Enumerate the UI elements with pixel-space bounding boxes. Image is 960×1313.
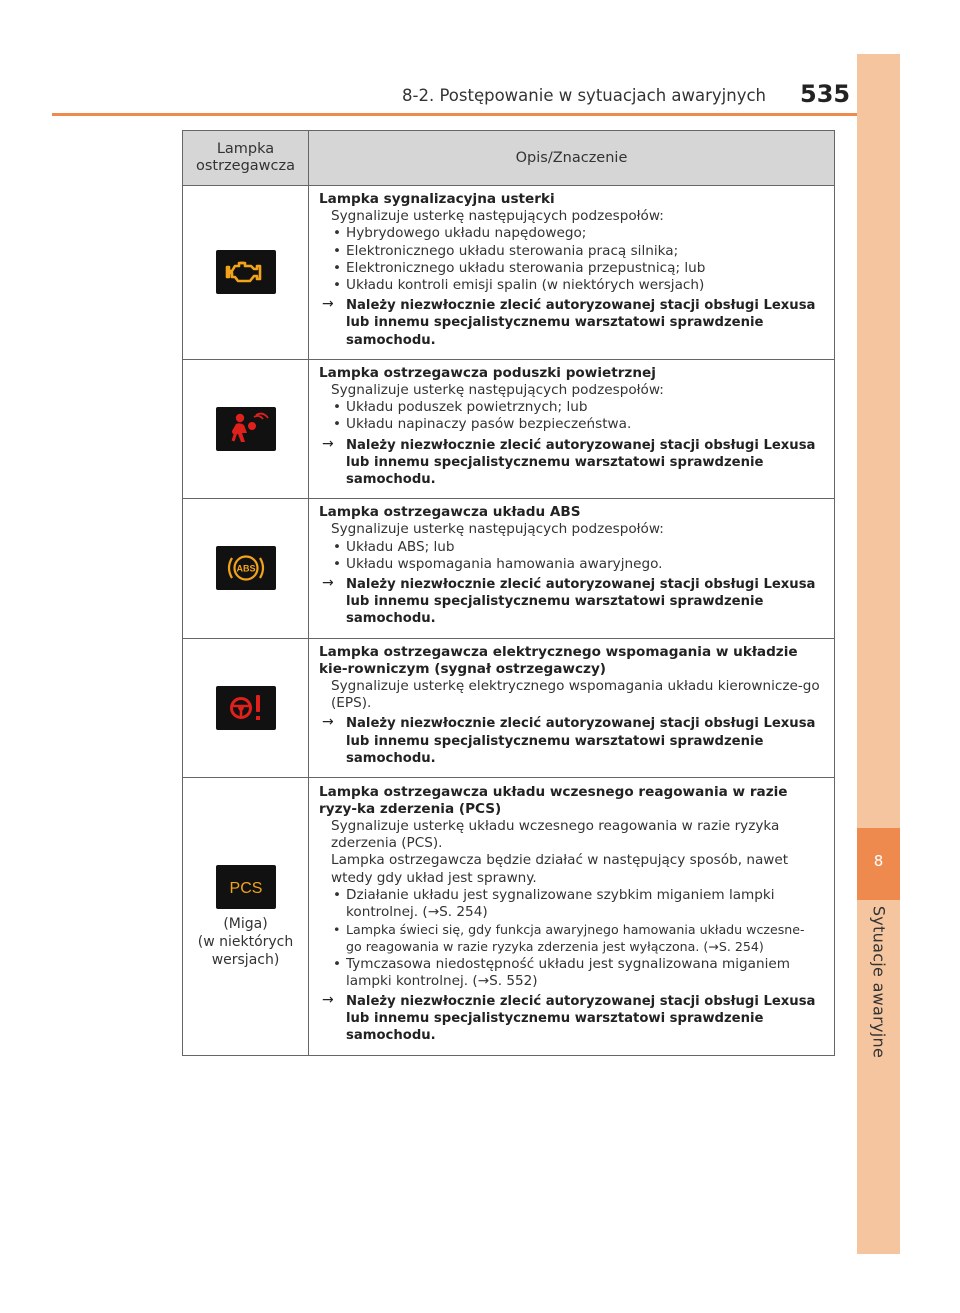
list-item: • Układu poduszek powietrznych; lub: [333, 399, 820, 416]
abs-icon-text: ABS: [235, 563, 256, 574]
component-list: [319, 399, 820, 433]
warning-lights-table: [182, 130, 835, 1056]
description-intro: Sygnalizuje usterkę układu wczesnego reagowania w razie ryzyka zderzenia (PCS).: [331, 817, 780, 852]
action-note: [319, 437, 820, 489]
icon-cell: [183, 778, 309, 1056]
action-text: Należy niezwłocznie zlecić autoryzowanej stacji obsługi Lexusa lub innemu specjalistycznemu warsztatowi sprawdzenie samochodu.: [346, 437, 816, 488]
component-list: [319, 225, 820, 294]
description-title: Lampka ostrzegawcza poduszki powietrznej: [319, 364, 656, 381]
action-note: [319, 297, 820, 349]
column-header-icon: Lampka ostrzegawcza: [183, 131, 309, 186]
table-row: [183, 359, 835, 498]
arrow-icon: →: [322, 575, 334, 592]
steering-warning-icon: [216, 686, 276, 730]
pcs-icon: [216, 865, 276, 909]
arrow-icon: →: [322, 714, 334, 731]
arrow-icon: →: [322, 296, 334, 313]
description-title: Lampka ostrzegawcza elektrycznego wspomagania w układzie kie-rowniczym (sygnał ostrzegawczy): [319, 643, 798, 677]
action-note: [319, 715, 820, 767]
description-cell: [309, 186, 835, 360]
column-header-description: Opis/Znaczenie: [309, 131, 835, 186]
description-intro: Sygnalizuje usterkę następujących podzespołów:: [331, 382, 664, 399]
airbag-icon: [216, 407, 276, 451]
icon-cell: [183, 638, 309, 777]
chapter-label: Sytuacje awaryjne: [869, 905, 889, 1059]
description-title: Lampka ostrzegawcza układu wczesnego reagowania w razie ryzy-ka zderzenia (PCS): [319, 783, 788, 817]
list-item: • Układu napinaczy pasów bezpieczeństwa.: [333, 416, 820, 433]
description-title: Lampka sygnalizacyjna usterki: [319, 191, 555, 207]
list-item: • Tymczasowa niedostępność układu jest sygnalizowana miganiem lampki kontrolnej. (→S. 552): [333, 956, 820, 990]
action-text: Należy niezwłocznie zlecić autoryzowanej stacji obsługi Lexusa lub innemu specjalistycznemu warsztatowi sprawdzenie samochodu.: [346, 577, 816, 627]
list-item: • Lampka świeci się, gdy funkcja awaryjnego hamowania układu wczesne-go reagowania w razie ryzyka zderzenia jest wyłączona. (→S. 254): [333, 921, 820, 955]
table-row: [183, 499, 835, 638]
list-item: • Elektronicznego układu sterowania pracą silnika;: [333, 243, 820, 260]
description-title: Lampka ostrzegawcza układu ABS: [319, 504, 581, 521]
icon-caption: (Miga) (w niektórych wersjach): [197, 915, 294, 968]
icon-cell: [183, 499, 309, 638]
table-row: [183, 638, 835, 777]
action-note: [319, 576, 820, 628]
icon-cell: [183, 359, 309, 498]
chapter-side-strip: [857, 54, 900, 1254]
list-item: • Hybrydowego układu napędowego;: [333, 225, 820, 242]
icon-cell: [183, 186, 309, 360]
list-item: • Działanie układu jest sygnalizowane szybkim miganiem lampki kontrolnej. (→S. 254): [333, 887, 820, 921]
list-item: • Układu wspomagania hamowania awaryjnego.: [333, 556, 820, 573]
engine-check-icon: [216, 250, 276, 294]
description-intro: Sygnalizuje usterkę następujących podzespołów:: [331, 521, 664, 538]
behaviour-list: [319, 887, 820, 990]
abs-icon: [216, 546, 276, 590]
action-text: Należy niezwłocznie zlecić autoryzowanej stacji obsługi Lexusa lub innemu specjalistycznemu warsztatowi sprawdzenie samochodu.: [346, 298, 816, 348]
description-cell: [309, 638, 835, 777]
page-number: 535: [800, 80, 851, 108]
arrow-icon: →: [322, 435, 334, 452]
table-header-row: [183, 131, 835, 186]
list-item: • Układu kontroli emisji spalin (w niektórych wersjach): [333, 277, 820, 294]
header-rule: [52, 113, 857, 116]
description-intro: Sygnalizuje usterkę elektrycznego wspomagania układu kierownicze-go (EPS).: [331, 678, 820, 712]
table-row: [183, 778, 835, 1056]
action-note: [319, 993, 820, 1045]
list-item: • Elektronicznego układu sterowania przepustnicą; lub: [333, 260, 820, 277]
component-list: [319, 539, 820, 573]
arrow-icon: →: [322, 992, 334, 1008]
list-item: • Układu ABS; lub: [333, 539, 820, 556]
action-text: Należy niezwłocznie zlecić autoryzowanej stacji obsługi Lexusa lub innemu specjalistycznemu warsztatowi sprawdzenie samochodu.: [346, 994, 816, 1044]
description-cell: [309, 499, 835, 638]
table-row: [183, 186, 835, 360]
section-title: 8-2. Postępowanie w sytuacjach awaryjnych: [402, 86, 767, 105]
description-cell: [309, 359, 835, 498]
description-cell: [309, 778, 835, 1056]
pcs-icon-text: PCS: [229, 879, 262, 897]
description-intro-2: Lampka ostrzegawcza będzie działać w następujący sposób, nawet wtedy gdy układ jest sprawny.: [331, 852, 789, 886]
chapter-number: 8: [873, 852, 884, 870]
action-text: Należy niezwłocznie zlecić autoryzowanej stacji obsługi Lexusa lub innemu specjalistycznemu warsztatowi sprawdzenie samochodu.: [346, 716, 816, 766]
description-intro: Sygnalizuje usterkę następujących podzespołów:: [331, 208, 664, 225]
